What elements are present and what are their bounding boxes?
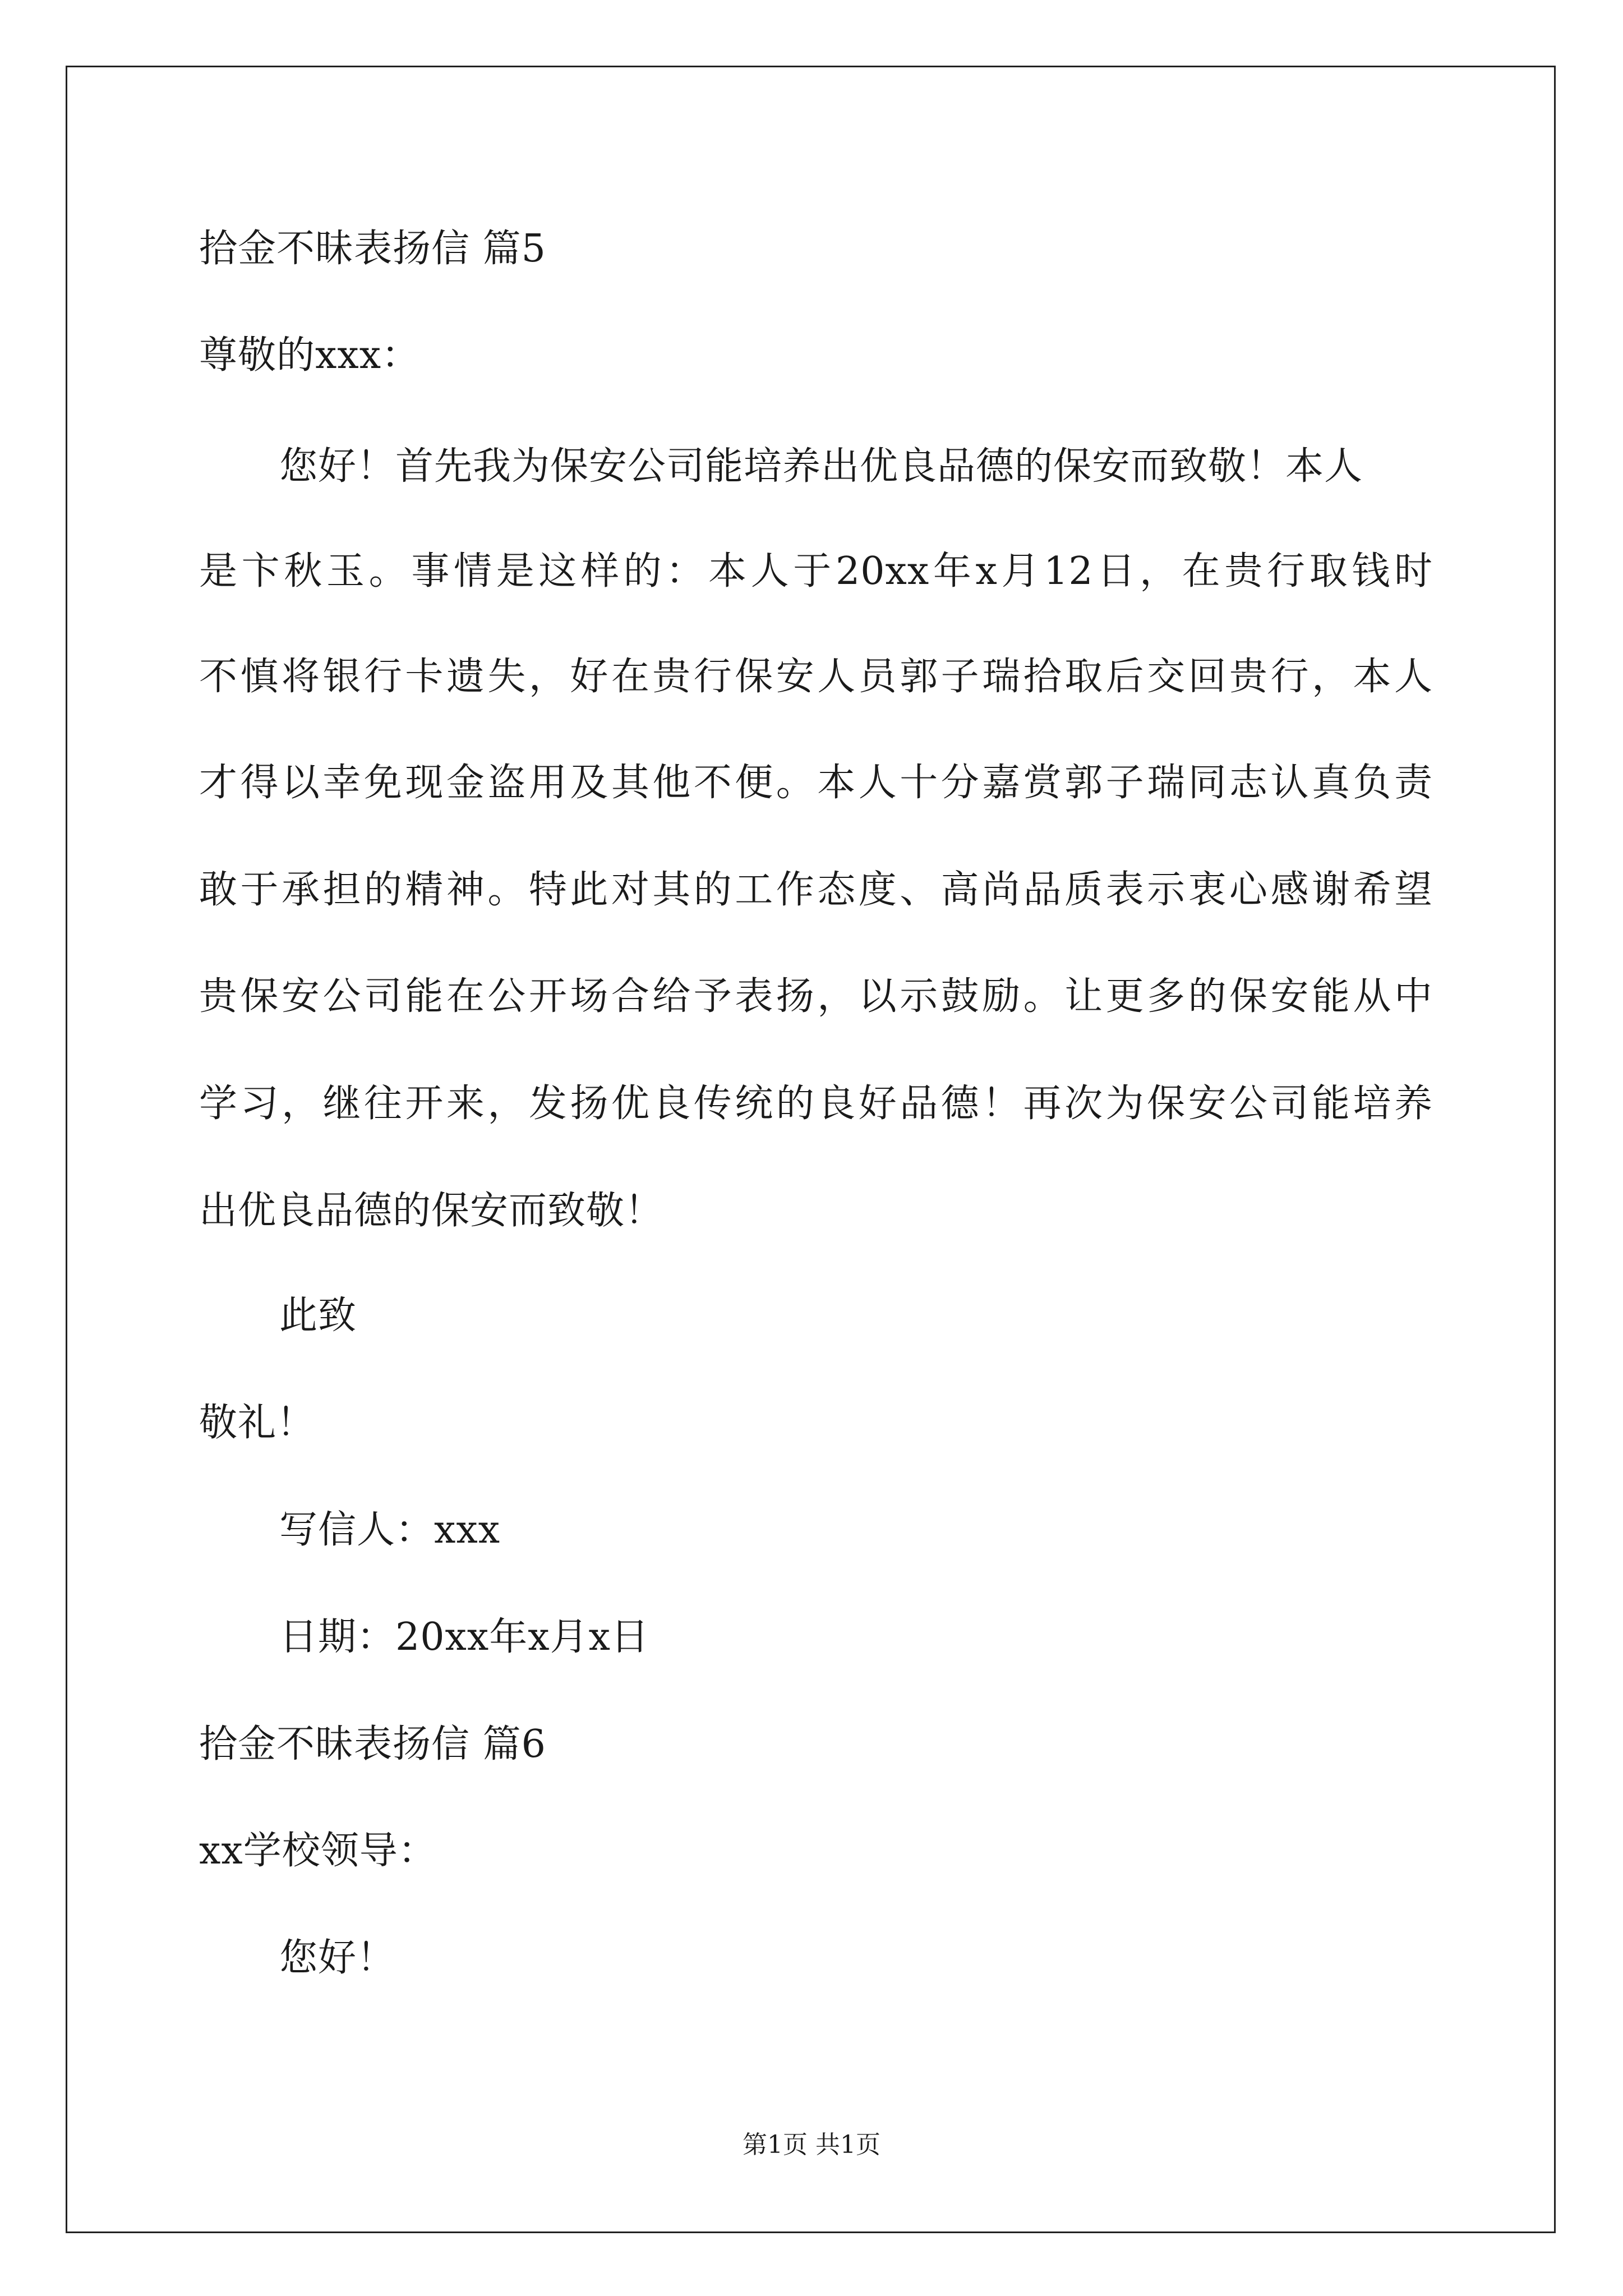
letter-heading-5: 拾金不昧表扬信 篇5	[199, 227, 546, 271]
page-border	[66, 66, 1556, 2233]
body-line-1: 您好！首先我为保安公司能培养出优良品德的保安而致敬！本人	[279, 444, 1363, 489]
body-line-7: 学习，继往开来，发扬优良传统的良好品德！再次为保安公司能培养	[199, 1082, 1433, 1126]
letter-heading-6: 拾金不昧表扬信 篇6	[199, 1722, 546, 1766]
closing-line-1: 此致	[279, 1294, 357, 1338]
body-line-4: 才得以幸免现金盗用及其他不便。本人十分嘉赏郭子瑞同志认真负责	[199, 761, 1433, 805]
body-line-8: 出优良品德的保安而致敬！	[199, 1189, 664, 1233]
salutation-6: xx学校领导：	[199, 1829, 437, 1873]
body-line-2: 是卞秋玉。事情是这样的：本人于20xx年x月12日，在贵行取钱时	[199, 549, 1433, 593]
body-line-3: 不慎将银行卡遗失，好在贵行保安人员郭子瑞拾取后交回贵行，本人	[199, 655, 1433, 699]
salutation-5: 尊敬的xxx：	[199, 333, 421, 378]
writer-line: 写信人：xxx	[279, 1508, 501, 1552]
date-line: 日期：20xx年x月x日	[279, 1615, 649, 1659]
greeting-6: 您好！	[279, 1936, 396, 1980]
closing-line-2: 敬礼！	[199, 1401, 316, 1445]
body-line-6: 贵保安公司能在公开场合给予表扬，以示鼓励。让更多的保安能从中	[199, 974, 1433, 1019]
body-line-5: 敢于承担的精神。特此对其的工作态度、高尚品质表示衷心感谢希望	[199, 868, 1433, 912]
page-footer: 第1页 共1页	[743, 2131, 880, 2159]
